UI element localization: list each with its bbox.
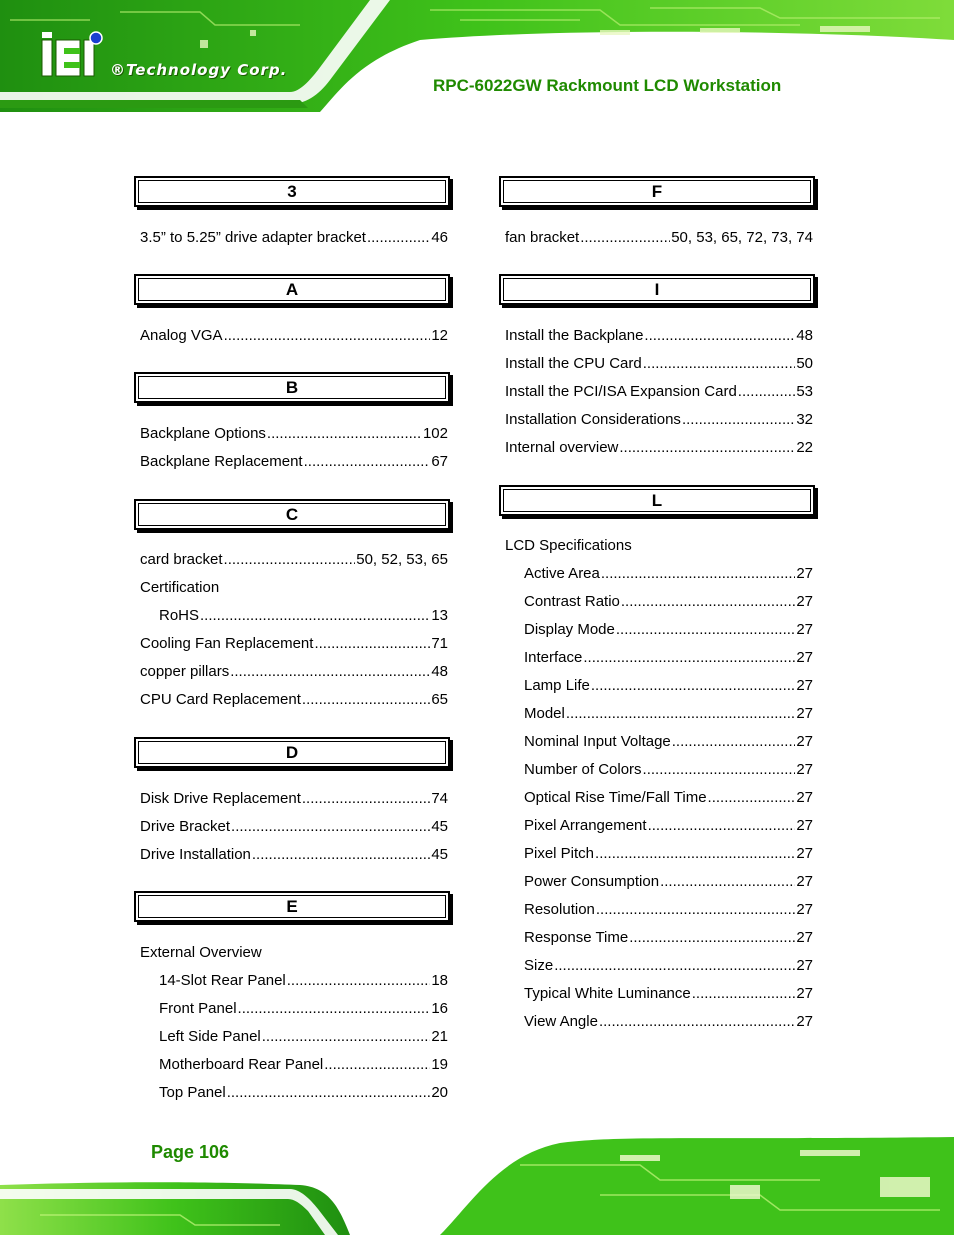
index-entry-label: CPU Card Replacement — [140, 691, 301, 708]
index-letter-heading: B — [134, 372, 450, 403]
dot-leader — [682, 410, 795, 430]
index-entry-label: Optical Rise Time/Fall Time — [524, 789, 707, 806]
index-entry-label: Install the PCI/ISA Expansion Card — [505, 383, 737, 400]
index-entry-label: Installation Considerations — [505, 411, 681, 428]
index-entry[interactable] — [140, 789, 448, 809]
index-entry[interactable] — [140, 228, 448, 248]
dot-leader — [629, 928, 795, 948]
index-entry-page[interactable]: 20 — [431, 1084, 448, 1101]
index-entry-page[interactable]: 45 — [431, 818, 448, 835]
company-logo-text: ®Technology Corp. — [110, 61, 288, 79]
index-entry-label: Power Consumption — [524, 873, 660, 890]
index-entry-page[interactable]: 27 — [796, 929, 813, 946]
index-entry-label: Display Mode — [524, 621, 615, 638]
index-entry-group: LCD Specifications — [505, 537, 632, 554]
index-entry[interactable] — [524, 900, 813, 920]
index-entry[interactable] — [524, 872, 813, 892]
index-entry-page[interactable]: 13 — [431, 607, 448, 624]
index-entry-label: Top Panel — [159, 1084, 226, 1101]
index-entry[interactable] — [140, 452, 448, 472]
index-entry-label: Left Side Panel — [159, 1028, 261, 1045]
index-letter-heading: E — [134, 891, 450, 922]
index-entry[interactable] — [524, 816, 813, 836]
page-header — [0, 0, 954, 112]
dot-leader — [643, 760, 796, 780]
index-entry-page[interactable]: 71 — [431, 635, 448, 652]
iei-logo-icon — [40, 30, 104, 78]
index-entry-page[interactable]: 50, 53, 65, 72, 73, 74 — [671, 229, 813, 246]
index-entry[interactable] — [140, 662, 448, 682]
index-entry-page[interactable]: 21 — [431, 1028, 448, 1045]
index-entry-page[interactable]: 27 — [796, 761, 813, 778]
index-entry-page[interactable]: 48 — [796, 327, 813, 344]
index-entry-group: External Overview — [140, 944, 262, 961]
index-entry[interactable] — [159, 971, 448, 991]
index-entry-page[interactable]: 67 — [431, 453, 448, 470]
index-entry-page[interactable]: 27 — [796, 845, 813, 862]
index-entry[interactable] — [524, 592, 813, 612]
index-entry-page[interactable]: 27 — [796, 649, 813, 666]
index-entry-page[interactable]: 27 — [796, 817, 813, 834]
index-entry[interactable] — [140, 424, 448, 444]
index-entry[interactable] — [524, 956, 813, 976]
document-title: RPC-6022GW Rackmount LCD Workstation — [433, 76, 782, 95]
index-entry[interactable] — [524, 564, 813, 584]
index-entry-page[interactable]: 27 — [796, 1013, 813, 1030]
index-entry-label: card bracket — [140, 551, 223, 568]
index-entry-page[interactable]: 18 — [431, 972, 448, 989]
index-entry-page[interactable]: 27 — [796, 733, 813, 750]
dot-leader — [200, 606, 430, 626]
index-entry-label: RoHS — [159, 607, 200, 624]
index-entry-page[interactable]: 27 — [796, 957, 813, 974]
index-entry-label: Drive Installation — [140, 846, 251, 863]
dot-leader — [304, 452, 431, 472]
dot-leader — [692, 984, 796, 1004]
dot-leader — [267, 424, 422, 444]
index-entry[interactable] — [524, 648, 813, 668]
index-entry-page[interactable]: 27 — [796, 789, 813, 806]
index-entry-label: Interface — [524, 649, 583, 666]
dot-leader — [224, 326, 431, 346]
index-entry-label: Lamp Life — [524, 677, 590, 694]
index-entry[interactable] — [140, 817, 448, 837]
index-entry-label: Internal overview — [505, 439, 619, 456]
index-entry-label: Motherboard Rear Panel — [159, 1056, 324, 1073]
index-letter-heading: F — [499, 176, 815, 207]
dot-leader — [648, 816, 796, 836]
index-entry[interactable] — [505, 326, 813, 346]
index-entry-label: Active Area — [524, 565, 600, 582]
index-entry-page[interactable]: 65 — [431, 691, 448, 708]
index-letter-heading: C — [134, 499, 450, 530]
dot-leader — [738, 382, 796, 402]
index-entry-label: Resolution — [524, 901, 595, 918]
dot-leader — [302, 789, 430, 809]
index-entry-label: copper pillars — [140, 663, 230, 680]
index-letter-heading: I — [499, 274, 815, 305]
index-entry[interactable] — [505, 438, 813, 458]
index-entry-label: Size — [524, 957, 554, 974]
dot-leader — [252, 845, 430, 865]
index-entry-page[interactable]: 74 — [431, 790, 448, 807]
dot-leader — [619, 438, 795, 458]
index-entry-label: 3.5” to 5.25” drive adapter bracket — [140, 229, 366, 246]
index-entry-label: Install the Backplane — [505, 327, 644, 344]
dot-leader — [672, 732, 796, 752]
index-entry[interactable] — [524, 760, 813, 780]
index-entry[interactable] — [505, 382, 813, 402]
index-entry-page[interactable]: 27 — [796, 985, 813, 1002]
index-entry[interactable] — [524, 788, 813, 808]
dot-leader — [227, 1083, 431, 1103]
index-entry-page[interactable]: 27 — [796, 593, 813, 610]
index-entry-page[interactable]: 27 — [796, 705, 813, 722]
dot-leader — [262, 1027, 431, 1047]
index-entry-page[interactable]: 102 — [422, 425, 448, 442]
index-entry[interactable] — [524, 732, 813, 752]
dot-leader — [583, 648, 795, 668]
index-entry[interactable] — [140, 690, 448, 710]
index-entry[interactable] — [524, 620, 813, 640]
index-letter-heading: 3 — [134, 176, 450, 207]
index-entry-label: Response Time — [524, 929, 629, 946]
page-number: Page 106 — [151, 1142, 230, 1162]
index-entry-label: Drive Bracket — [140, 818, 231, 835]
index-entry[interactable] — [140, 634, 448, 654]
index-entry-label: Pixel Arrangement — [524, 817, 647, 834]
index-entry[interactable] — [159, 606, 448, 626]
dot-leader — [367, 228, 430, 248]
index-entry-page[interactable]: 27 — [796, 901, 813, 918]
index-entry[interactable] — [159, 1027, 448, 1047]
index-entry[interactable] — [524, 676, 813, 696]
dot-leader — [238, 999, 431, 1019]
index-entry[interactable] — [140, 326, 448, 346]
index-entry-label: Analog VGA — [140, 327, 223, 344]
index-entry[interactable] — [505, 410, 813, 430]
index-entry-label: Typical White Luminance — [524, 985, 691, 1002]
index-entry-label: Backplane Options — [140, 425, 266, 442]
dot-leader — [621, 592, 795, 612]
index-entry-label: Disk Drive Replacement — [140, 790, 301, 807]
dot-leader — [708, 788, 796, 808]
index-entry-page[interactable]: 32 — [796, 411, 813, 428]
index-letter-heading: L — [499, 485, 815, 516]
dot-leader — [643, 354, 796, 374]
index-entry-page[interactable]: 16 — [431, 1000, 448, 1017]
dot-leader — [224, 550, 356, 570]
dot-leader — [554, 956, 795, 976]
index-entry-page[interactable]: 19 — [431, 1056, 448, 1073]
index-entry-page[interactable]: 12 — [431, 327, 448, 344]
index-entry[interactable] — [524, 704, 813, 724]
index-entry[interactable] — [524, 844, 813, 864]
index-entry-label: fan bracket — [505, 229, 580, 246]
dot-leader — [580, 228, 670, 248]
dot-leader — [595, 844, 795, 864]
index-entry-label: Backplane Replacement — [140, 453, 303, 470]
index-entry-page[interactable]: 27 — [796, 677, 813, 694]
index-entry-page[interactable]: 50, 52, 53, 65 — [356, 551, 448, 568]
index-entry[interactable] — [140, 550, 448, 570]
index-entry-page[interactable]: 46 — [431, 229, 448, 246]
index-entry-label: 14-Slot Rear Panel — [159, 972, 286, 989]
dot-leader — [287, 971, 431, 991]
index-entry[interactable] — [140, 845, 448, 865]
index-entry[interactable] — [505, 354, 813, 374]
index-entry-label: Number of Colors — [524, 761, 642, 778]
index-entry-group: Certification — [140, 579, 220, 596]
index-entry[interactable] — [524, 1012, 813, 1032]
dot-leader — [324, 1055, 430, 1075]
index-entry-page[interactable]: 50 — [796, 355, 813, 372]
index-entry[interactable] — [159, 999, 448, 1019]
index-entry-page[interactable]: 27 — [796, 565, 813, 582]
index-entry-page[interactable]: 48 — [431, 663, 448, 680]
page-footer — [0, 1125, 954, 1235]
dot-leader — [230, 662, 430, 682]
dot-leader — [596, 900, 795, 920]
index-letter-heading: A — [134, 274, 450, 305]
index-entry-label: View Angle — [524, 1013, 598, 1030]
dot-leader — [644, 326, 795, 346]
index-entry-label: Cooling Fan Replacement — [140, 635, 314, 652]
index-entry-page[interactable]: 53 — [796, 383, 813, 400]
dot-leader — [314, 634, 430, 654]
index-entry-page[interactable]: 27 — [796, 873, 813, 890]
index-entry[interactable] — [505, 228, 813, 248]
index-entry-page[interactable]: 45 — [431, 846, 448, 863]
dot-leader — [616, 620, 795, 640]
index-entry-label: Contrast Ratio — [524, 593, 620, 610]
index-entry-label: Install the CPU Card — [505, 355, 642, 372]
dot-leader — [601, 564, 795, 584]
index-entry-label: Front Panel — [159, 1000, 237, 1017]
index-entry-label: Model — [524, 705, 565, 722]
dot-leader — [599, 1012, 795, 1032]
dot-leader — [302, 690, 430, 710]
index-entry-label: Pixel Pitch — [524, 845, 595, 862]
circuit-board-footer-graphic — [0, 1125, 954, 1235]
index-entry[interactable] — [524, 984, 813, 1004]
dot-leader — [660, 872, 795, 892]
index-entry[interactable] — [524, 928, 813, 948]
dot-leader — [231, 817, 430, 837]
index-entry[interactable] — [159, 1055, 448, 1075]
dot-leader — [591, 676, 795, 696]
dot-leader — [566, 704, 795, 724]
index-entry-page[interactable]: 27 — [796, 621, 813, 638]
index-entry-page[interactable]: 22 — [796, 439, 813, 456]
index-entry-label: Nominal Input Voltage — [524, 733, 671, 750]
index-entry[interactable] — [159, 1083, 448, 1103]
index-letter-heading: D — [134, 737, 450, 768]
